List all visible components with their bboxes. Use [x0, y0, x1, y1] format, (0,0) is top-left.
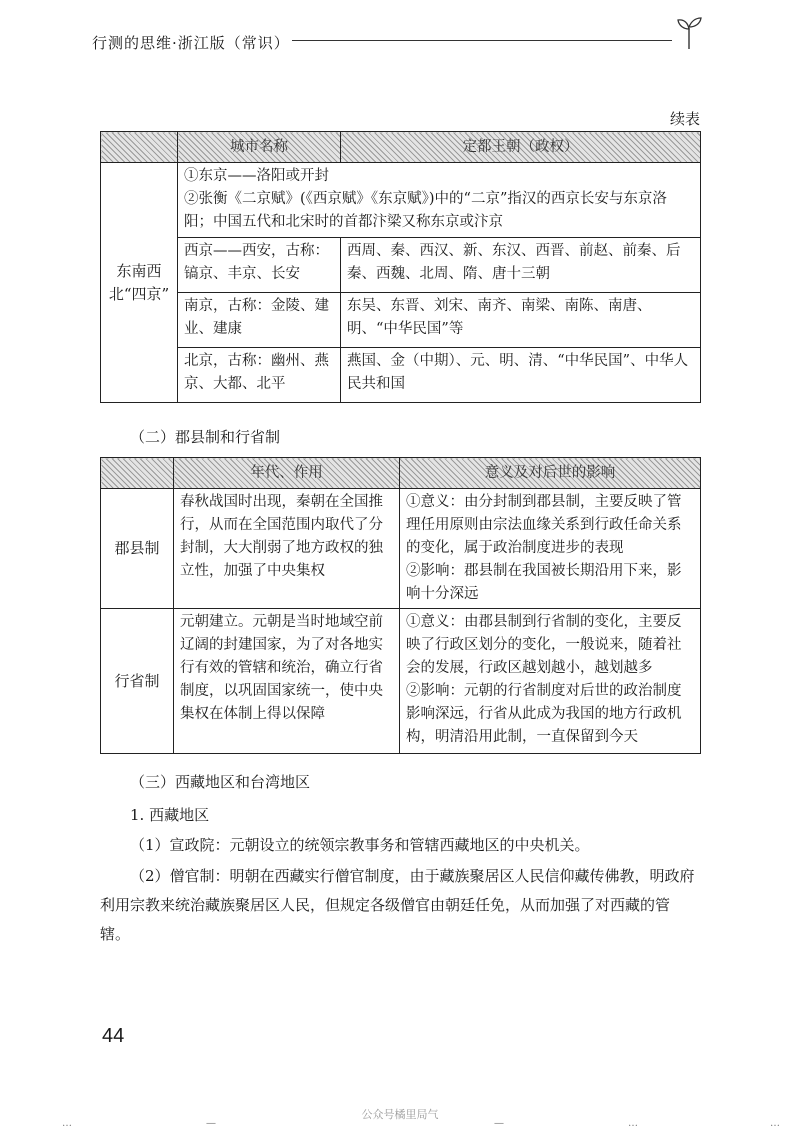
table-row	[101, 489, 701, 609]
scan-speck: —	[494, 1118, 504, 1129]
era-cell: 春秋战国时出现，秦朝在全国推行，从而在全国范围内取代了分封制，大大削弱了地方政权的独立性，加强了中央集权	[174, 489, 400, 609]
dynasty-cell: 东吴、东晋、刘宋、南齐、南梁、南陈、南唐、明、“中华民国”等	[341, 293, 701, 348]
sprout-icon	[676, 16, 702, 50]
table-row	[101, 348, 701, 403]
header-cell-dynasty: 定都王朝（政权）	[341, 132, 701, 163]
significance-cell	[400, 609, 701, 754]
significance-line: ②影响：郡县制在我国被长期沿用下来，影响十分深远	[406, 563, 682, 602]
city-cell: 西京——西安，古称：镐京、丰京、长安	[178, 238, 341, 293]
significance-line: ①意义：由分封制到郡县制，主要反映了管理任用原则由宗法血缘关系到行政任命关系的变化，属于政治制度进步的表现	[406, 494, 682, 556]
section-heading: （二）郡县制和行省制	[130, 428, 281, 446]
table-row	[101, 609, 701, 754]
scan-speck: …	[628, 1118, 638, 1129]
table-row	[101, 163, 701, 238]
significance-cell	[400, 489, 701, 609]
dynasty-cell: 西周、秦、西汉、新、东汉、西晋、前赵、前秦、后秦、西魏、北周、隋、唐十三朝	[341, 238, 701, 293]
scan-speck: …	[62, 1118, 72, 1129]
section-heading: （三）西藏地区和台湾地区	[130, 773, 311, 791]
city-cell: 南京，古称：金陵、建业、建康	[178, 293, 341, 348]
intro-cell	[178, 163, 701, 238]
scan-speck: …	[770, 1118, 780, 1129]
header-cell-significance: 意义及对后世的影响	[400, 458, 701, 489]
table-header-row	[101, 132, 701, 163]
header-cell-blank	[101, 132, 178, 163]
four-capitals-table	[100, 131, 701, 403]
significance-line: ②影响：元朝的行省制度对后世的政治制度影响深远，行省从此成为我国的地方行政机构，明清沿用此制，一直保留到今天	[406, 683, 682, 745]
scan-speck: —	[206, 1118, 216, 1129]
table-header-row	[101, 458, 701, 489]
city-cell: 北京，古称：幽州、燕京、大都、北平	[178, 348, 341, 403]
intro-line: ①东京——洛阳或开封	[184, 168, 329, 184]
paragraph: （2）僧官制：明朝在西藏实行僧官制度，由于藏族聚居区人民信仰藏传佛教，明政府利用宗教来统治藏族聚居区人民，但规定各级僧官由朝廷任免，从而加强了对西藏的管辖。	[100, 867, 695, 943]
row-label-prefecture: 郡县制	[101, 489, 174, 609]
paragraph: （1）宣政院：元朝设立的统领宗教事务和管辖西藏地区的中央机关。	[130, 836, 590, 854]
dynasty-cell: 燕国、金（中期）、元、明、清、“中华民国”、中华人民共和国	[341, 348, 701, 403]
significance-line: ①意义：由郡县制到行省制的变化，主要反映了行政区划分的变化，一般说来，随着社会的发展，行政区越划越小，越划越多	[406, 614, 682, 676]
continued-label: 续表	[669, 110, 700, 128]
page-number: 44	[102, 1025, 125, 1047]
subheading-tibet: 1. 西藏地区	[130, 806, 210, 824]
row-label-four-capitals: 东南西北“四京”	[101, 163, 178, 403]
footer-watermark: 公众号橘里局气	[361, 1108, 439, 1121]
era-cell: 元朝建立。元朝是当时地域空前辽阔的封建国家，为了对各地实行有效的管辖和统治，确立行省制度，以巩固国家统一，使中央集权在体制上得以保障	[174, 609, 400, 754]
header-cell-blank	[101, 458, 174, 489]
table-row	[101, 293, 701, 348]
header-cell-city: 城市名称	[178, 132, 341, 163]
intro-line: ②张衡《二京赋》(《西京赋》《东京赋》)中的“二京”指汉的西京长安与东京洛阳；中国五代和北宋时的首都汴梁又称东京或汴京	[184, 191, 667, 230]
header-rule	[292, 40, 672, 41]
running-header: 行测的思维·浙江版（常识）	[92, 34, 290, 52]
admin-system-table	[100, 457, 701, 754]
header-cell-era: 年代、作用	[174, 458, 400, 489]
row-label-province: 行省制	[101, 609, 174, 754]
table-row	[101, 238, 701, 293]
